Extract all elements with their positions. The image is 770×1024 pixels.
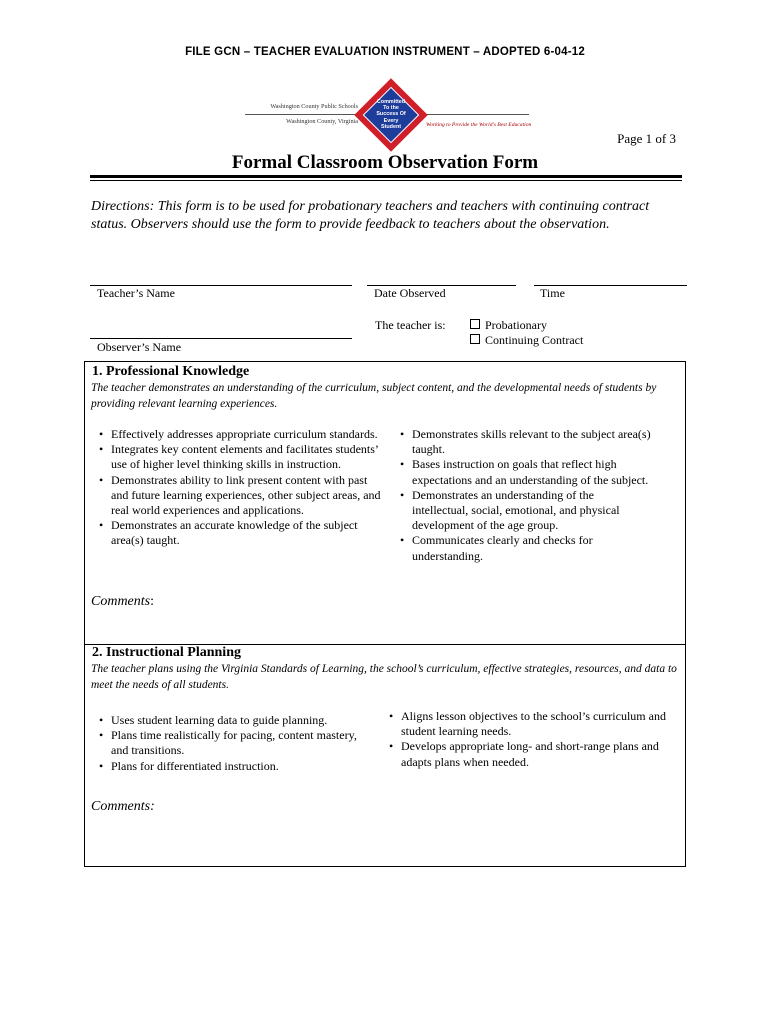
emblem-text-line: To the xyxy=(383,105,399,112)
continuing-contract-label: Continuing Contract xyxy=(485,333,584,347)
observer-name-label: Observer’s Name xyxy=(97,340,182,354)
section-heading: 1. Professional Knowledge xyxy=(92,364,250,379)
list-item: • Develops appropriate long- and short-range plans and adapts plans when needed. xyxy=(389,739,674,769)
section-description: The teacher plans using the Virginia Standards of Learning, the school’s curriculum, effective strategies, resources, and data to meet the needs of all students. xyxy=(91,663,677,691)
section-heading: 2. Instructional Planning xyxy=(92,645,241,660)
list-item: • Demonstrates ability to link present content with past and future learning experiences, other subject areas, and real world experiences and applications. xyxy=(99,473,385,519)
list-item: • Demonstrates skills relevant to the subject area(s) taught. xyxy=(400,427,652,457)
section-description: The teacher demonstrates an understanding of the curriculum, subject content, and the developmental needs of students by providing relevant learning experiences. xyxy=(91,382,657,410)
comments-area[interactable] xyxy=(91,799,155,815)
teacher-name-label: Teacher’s Name xyxy=(97,286,175,300)
directions-text xyxy=(91,198,671,234)
list-item: • Uses student learning data to guide planning. xyxy=(99,713,375,728)
criteria-list-right xyxy=(400,427,652,564)
logo-motto: Working to Provide the World's Best Education xyxy=(426,122,532,128)
probationary-label: Probationary xyxy=(485,318,547,332)
continuing-contract-option[interactable] xyxy=(470,333,583,348)
emblem-text-line: Committed xyxy=(376,99,406,105)
title-rule-thin xyxy=(90,180,682,181)
list-item: • Demonstrates an understanding of the intellectual, social, emotional, and physical development of the age group. xyxy=(400,488,652,534)
title-rule-thick xyxy=(90,175,682,178)
section-instructional-planning xyxy=(84,644,686,867)
emblem-text xyxy=(360,99,422,130)
comments-label: Comments: xyxy=(91,799,155,814)
logo-school-line2: Washington County, Virginia xyxy=(286,118,358,126)
probationary-checkbox[interactable] xyxy=(470,319,480,329)
page-number: Page 1 of 3 xyxy=(617,131,676,146)
school-emblem-logo xyxy=(360,84,422,146)
emblem-text-line: Student xyxy=(380,123,402,130)
criteria-list-left xyxy=(99,427,385,549)
directions-label: Directions xyxy=(91,199,150,214)
form-title: Formal Classroom Observation Form xyxy=(231,152,539,173)
comments-colon: : xyxy=(150,594,155,609)
section-professional-knowledge xyxy=(84,361,686,645)
logo-school-line1: Washington County Public Schools xyxy=(270,103,358,110)
teacher-status-label: The teacher is: xyxy=(375,318,446,332)
list-item: • Demonstrates an accurate knowledge of the subject area(s) taught. xyxy=(99,518,385,548)
emblem-text-line: Every xyxy=(383,117,399,124)
list-item: • Bases instruction on goals that reflect high expectations and an understanding of the subject. xyxy=(400,457,652,487)
comments-label: Comments xyxy=(91,594,151,609)
time-label: Time xyxy=(540,286,565,300)
list-item: • Plans for differentiated instruction. xyxy=(99,759,375,774)
continuing-contract-checkbox[interactable] xyxy=(470,334,480,344)
emblem-text-line: Success Of xyxy=(376,111,406,118)
logo-divider-right xyxy=(414,114,529,115)
document-header: FILE GCN – TEACHER EVALUATION INSTRUMENT – ADOPTED 6-04-12 xyxy=(185,46,585,58)
criteria-list-left xyxy=(99,713,375,774)
probationary-option[interactable] xyxy=(470,318,547,333)
date-observed-label: Date Observed xyxy=(374,286,446,300)
list-item: • Effectively addresses appropriate curriculum standards. xyxy=(99,427,385,442)
list-item: • Plans time realistically for pacing, content mastery, and transitions. xyxy=(99,728,375,758)
criteria-list-right xyxy=(389,709,674,770)
logo-divider-left xyxy=(245,114,363,115)
list-item: • Integrates key content elements and facilitates students’ use of higher level thinking skills in instruction. xyxy=(99,442,385,472)
comments-area[interactable] xyxy=(91,594,154,610)
observer-name-field[interactable] xyxy=(90,338,352,339)
list-item: • Aligns lesson objectives to the school’s curriculum and student learning needs. xyxy=(389,709,674,739)
directions-body: : This form is to be used for probationary teachers and teachers with continuing contract status. Observers should use the form to provide feedback to teachers about the observation. xyxy=(91,199,650,232)
list-item: • Communicates clearly and checks for understanding. xyxy=(400,533,652,563)
